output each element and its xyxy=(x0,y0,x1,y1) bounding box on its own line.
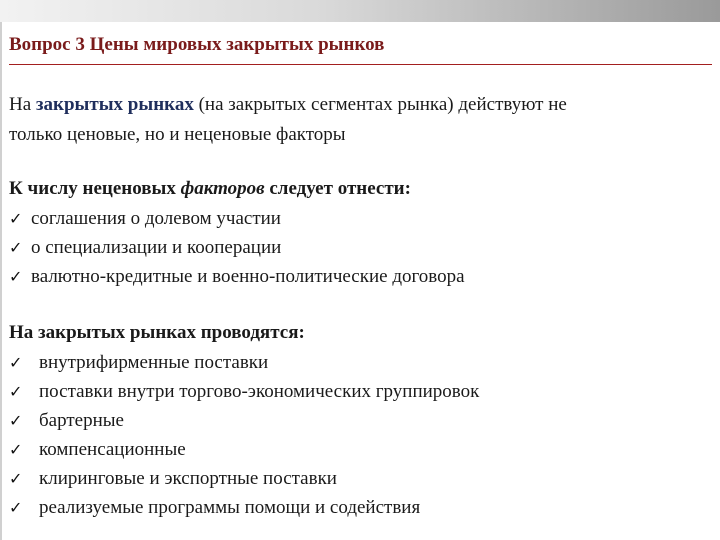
checkmark-icon: ✓ xyxy=(9,382,23,401)
intro-rest: (на закрытых сегментах рынка) действуют не xyxy=(193,94,567,115)
checkmark-icon: ✓ xyxy=(9,498,23,517)
closed-market-deliveries-section xyxy=(9,318,714,522)
title-underline xyxy=(9,64,712,65)
checkmark-icon: ✓ xyxy=(9,411,23,430)
checkmark-icon: ✓ xyxy=(9,353,23,372)
list-item: ✓ внутрифирменные поставки xyxy=(9,348,714,377)
checkmark-icon: ✓ xyxy=(9,440,23,459)
closed-market-list xyxy=(9,348,714,522)
intro-paragraph xyxy=(9,90,714,150)
nonprice-factors-section xyxy=(9,174,714,291)
factors-italic: факторов xyxy=(180,178,265,199)
closed-market-heading: На закрытых рынках проводятся: xyxy=(9,322,305,343)
list-item: ✓ валютно-кредитные и военно-политические договора xyxy=(9,262,714,291)
list-item: ✓ поставки внутри торгово-экономических группировок xyxy=(9,377,714,406)
intro-prefix: На xyxy=(9,94,36,115)
nonprice-factors-list xyxy=(9,204,714,291)
list-item: ✓ клиринговые и экспортные поставки xyxy=(9,464,714,493)
checkmark-icon: ✓ xyxy=(9,469,23,488)
checkmark-icon: ✓ xyxy=(9,238,23,257)
list-item: ✓ о специализации и кооперации xyxy=(9,233,714,262)
left-divider xyxy=(0,22,2,540)
list-item: ✓ компенсационные xyxy=(9,435,714,464)
header-bar xyxy=(0,0,720,22)
intro-emphasis: закрытых рынках xyxy=(35,94,194,115)
list-item: ✓ соглашения о долевом участии xyxy=(9,204,714,233)
list-item: ✓ реализуемые программы помощи и содействия xyxy=(9,493,714,522)
slide-title: Вопрос 3 Цены мировых закрытых рынков xyxy=(9,34,385,55)
checkmark-icon: ✓ xyxy=(9,267,23,286)
list-item: ✓ бартерные xyxy=(9,406,714,435)
intro-line2: только ценовые, но и неценовые факторы xyxy=(9,124,346,145)
checkmark-icon: ✓ xyxy=(9,209,23,228)
nonprice-factors-heading: К числу неценовых факторов следует отнести: xyxy=(9,178,411,199)
